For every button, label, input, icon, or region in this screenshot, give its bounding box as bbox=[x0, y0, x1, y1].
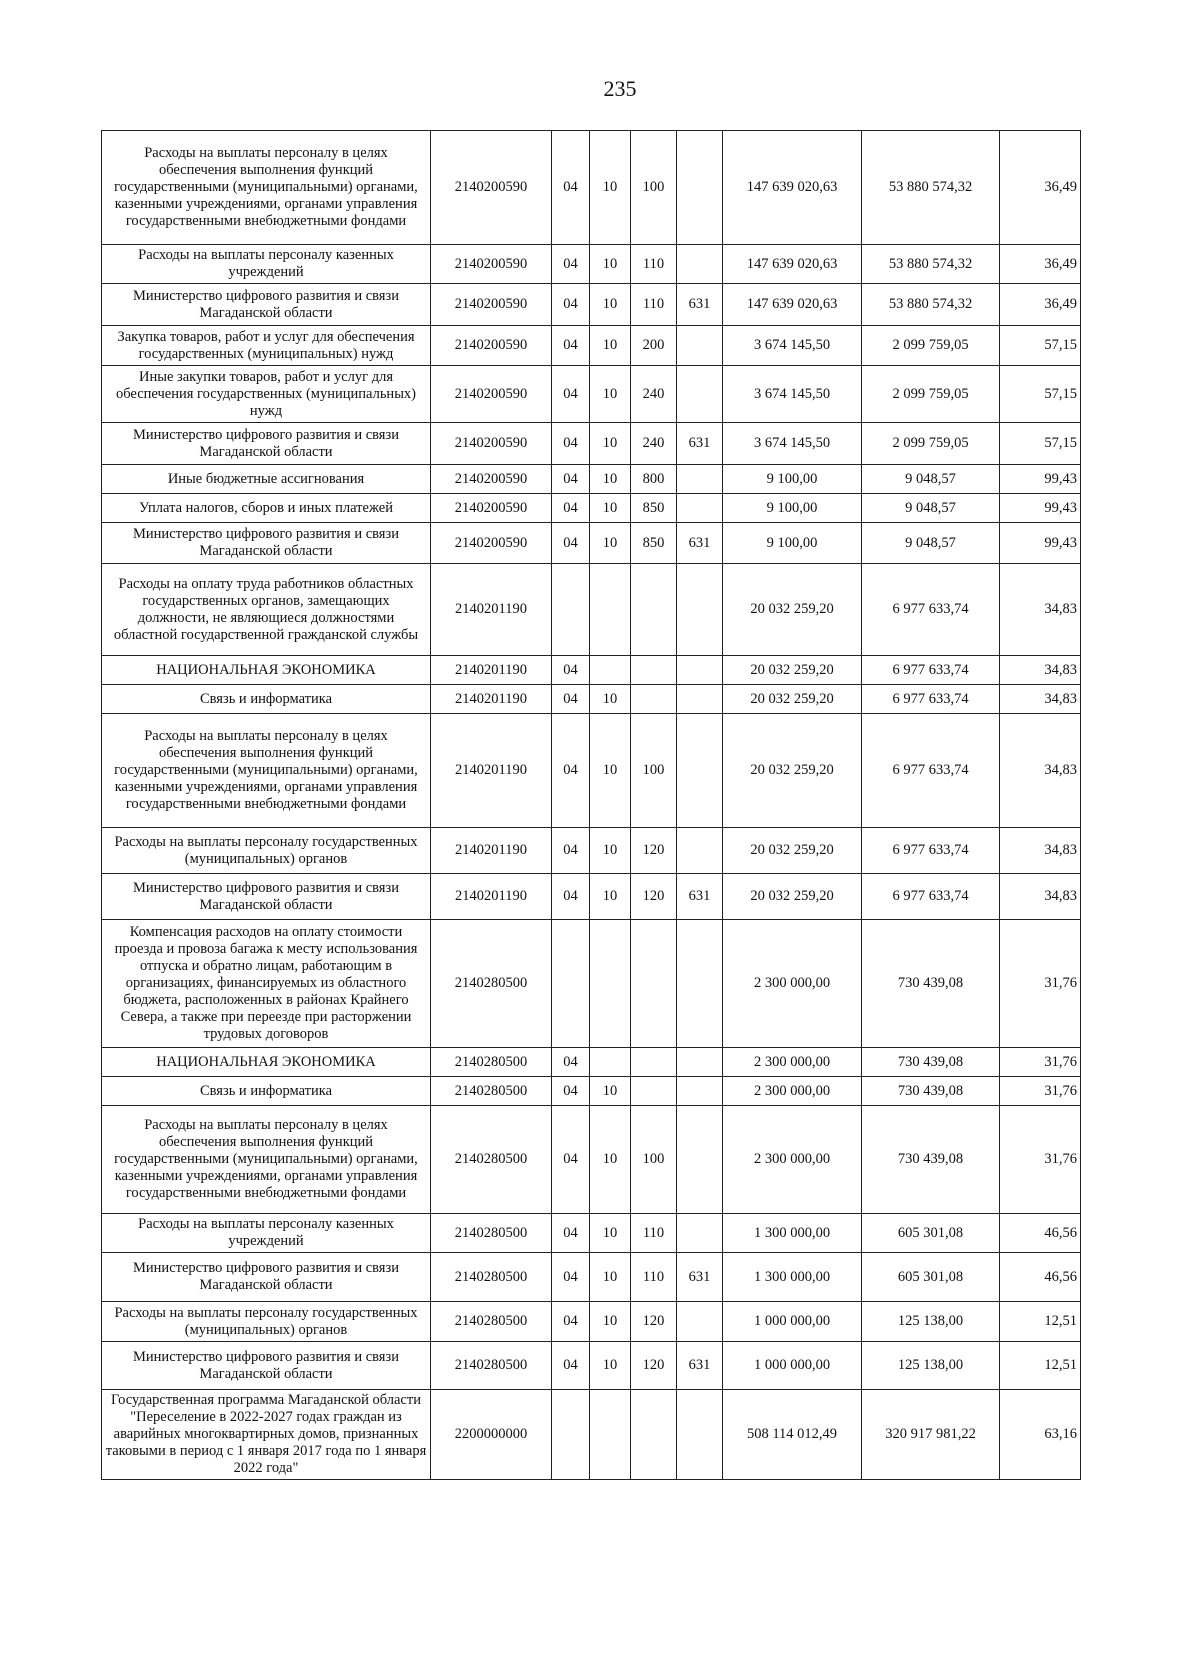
row-execution-percent: 99,43 bbox=[1000, 494, 1081, 523]
row-expense-type: 800 bbox=[631, 465, 677, 494]
row-plan-amount: 147 639 020,63 bbox=[723, 245, 862, 284]
row-plan-amount: 9 100,00 bbox=[723, 494, 862, 523]
table-row bbox=[102, 1302, 1081, 1342]
row-target-code: 2140200590 bbox=[431, 326, 552, 366]
row-target-code: 2140201190 bbox=[431, 714, 552, 828]
row-target-code: 2140200590 bbox=[431, 284, 552, 326]
row-section: 04 bbox=[552, 1048, 590, 1077]
row-administrator bbox=[677, 465, 723, 494]
row-section: 04 bbox=[552, 714, 590, 828]
table-row bbox=[102, 874, 1081, 920]
row-administrator bbox=[677, 1390, 723, 1480]
row-target-code: 2140201190 bbox=[431, 685, 552, 714]
row-name: Иные закупки товаров, работ и услуг для обеспечения государственных (муниципальных) нужд bbox=[102, 366, 431, 423]
row-subsection: 10 bbox=[590, 1342, 631, 1390]
row-plan-amount: 20 032 259,20 bbox=[723, 714, 862, 828]
row-plan-amount: 1 300 000,00 bbox=[723, 1214, 862, 1253]
row-name: Расходы на выплаты персоналу в целях обеспечения выполнения функций государственными (муниципальными) органами, казенными учреждениями, органами управления государственными внебюджетными фондами bbox=[102, 131, 431, 245]
row-target-code: 2140280500 bbox=[431, 1048, 552, 1077]
row-plan-amount: 2 300 000,00 bbox=[723, 1106, 862, 1214]
row-administrator bbox=[677, 366, 723, 423]
row-expense-type bbox=[631, 1077, 677, 1106]
row-expense-type: 120 bbox=[631, 1342, 677, 1390]
row-administrator bbox=[677, 245, 723, 284]
table-row bbox=[102, 1342, 1081, 1390]
row-target-code: 2140200590 bbox=[431, 366, 552, 423]
row-execution-percent: 34,83 bbox=[1000, 714, 1081, 828]
table-row bbox=[102, 366, 1081, 423]
row-actual-amount: 6 977 633,74 bbox=[862, 874, 1000, 920]
row-expense-type: 200 bbox=[631, 326, 677, 366]
row-subsection: 10 bbox=[590, 1253, 631, 1302]
row-target-code: 2140201190 bbox=[431, 874, 552, 920]
row-name: Уплата налогов, сборов и иных платежей bbox=[102, 494, 431, 523]
row-expense-type: 110 bbox=[631, 284, 677, 326]
row-actual-amount: 53 880 574,32 bbox=[862, 245, 1000, 284]
row-actual-amount: 9 048,57 bbox=[862, 465, 1000, 494]
table-row bbox=[102, 465, 1081, 494]
row-expense-type: 850 bbox=[631, 523, 677, 564]
table-row bbox=[102, 1077, 1081, 1106]
row-target-code: 2140201190 bbox=[431, 656, 552, 685]
row-name: Расходы на выплаты персоналу в целях обеспечения выполнения функций государственными (муниципальными) органами, казенными учреждениями, органами управления государственными внебюджетными фондами bbox=[102, 714, 431, 828]
row-expense-type bbox=[631, 920, 677, 1048]
row-section: 04 bbox=[552, 284, 590, 326]
table-row bbox=[102, 326, 1081, 366]
row-subsection bbox=[590, 920, 631, 1048]
row-name: Министерство цифрового развития и связи Магаданской области bbox=[102, 423, 431, 465]
row-plan-amount: 508 114 012,49 bbox=[723, 1390, 862, 1480]
row-execution-percent: 34,83 bbox=[1000, 685, 1081, 714]
row-name: Расходы на выплаты персоналу казенных учреждений bbox=[102, 245, 431, 284]
table-row bbox=[102, 284, 1081, 326]
row-execution-percent: 34,83 bbox=[1000, 874, 1081, 920]
row-subsection bbox=[590, 656, 631, 685]
row-execution-percent: 31,76 bbox=[1000, 920, 1081, 1048]
row-administrator: 631 bbox=[677, 284, 723, 326]
row-administrator bbox=[677, 656, 723, 685]
row-name: Расходы на выплаты персоналу казенных учреждений bbox=[102, 1214, 431, 1253]
row-section: 04 bbox=[552, 685, 590, 714]
row-subsection: 10 bbox=[590, 1302, 631, 1342]
row-actual-amount: 730 439,08 bbox=[862, 1106, 1000, 1214]
row-execution-percent: 34,83 bbox=[1000, 828, 1081, 874]
row-expense-type: 850 bbox=[631, 494, 677, 523]
row-administrator: 631 bbox=[677, 1342, 723, 1390]
page-number: 235 bbox=[603, 76, 637, 101]
row-section bbox=[552, 564, 590, 656]
row-administrator: 631 bbox=[677, 423, 723, 465]
row-plan-amount: 3 674 145,50 bbox=[723, 366, 862, 423]
table-row bbox=[102, 131, 1081, 245]
row-section: 04 bbox=[552, 1253, 590, 1302]
table-row bbox=[102, 494, 1081, 523]
row-expense-type: 240 bbox=[631, 366, 677, 423]
table-row bbox=[102, 1214, 1081, 1253]
row-name: Иные бюджетные ассигнования bbox=[102, 465, 431, 494]
row-section: 04 bbox=[552, 366, 590, 423]
row-plan-amount: 3 674 145,50 bbox=[723, 423, 862, 465]
row-target-code: 2140280500 bbox=[431, 920, 552, 1048]
table-row bbox=[102, 714, 1081, 828]
row-actual-amount: 730 439,08 bbox=[862, 1048, 1000, 1077]
table-row bbox=[102, 656, 1081, 685]
row-subsection: 10 bbox=[590, 423, 631, 465]
row-plan-amount: 20 032 259,20 bbox=[723, 685, 862, 714]
budget-table bbox=[101, 130, 1081, 1480]
row-target-code: 2140280500 bbox=[431, 1302, 552, 1342]
row-plan-amount: 20 032 259,20 bbox=[723, 828, 862, 874]
row-section bbox=[552, 1390, 590, 1480]
row-expense-type: 120 bbox=[631, 828, 677, 874]
row-subsection: 10 bbox=[590, 131, 631, 245]
row-section: 04 bbox=[552, 828, 590, 874]
row-actual-amount: 730 439,08 bbox=[862, 1077, 1000, 1106]
row-subsection: 10 bbox=[590, 714, 631, 828]
table-row bbox=[102, 564, 1081, 656]
row-administrator bbox=[677, 714, 723, 828]
row-subsection: 10 bbox=[590, 366, 631, 423]
row-execution-percent: 34,83 bbox=[1000, 656, 1081, 685]
row-plan-amount: 147 639 020,63 bbox=[723, 284, 862, 326]
row-name: Государственная программа Магаданской области "Переселение в 2022-2027 годах граждан из аварийных многоквартирных домов, признанных таковыми в период с 1 января 2017 года по 1 января 2022 года" bbox=[102, 1390, 431, 1480]
row-actual-amount: 605 301,08 bbox=[862, 1214, 1000, 1253]
row-actual-amount: 605 301,08 bbox=[862, 1253, 1000, 1302]
row-section: 04 bbox=[552, 1302, 590, 1342]
row-subsection: 10 bbox=[590, 1106, 631, 1214]
table-row bbox=[102, 1048, 1081, 1077]
row-name: Расходы на выплаты персоналу государственных (муниципальных) органов bbox=[102, 828, 431, 874]
row-execution-percent: 31,76 bbox=[1000, 1077, 1081, 1106]
row-target-code: 2140200590 bbox=[431, 423, 552, 465]
row-section: 04 bbox=[552, 494, 590, 523]
row-target-code: 2140280500 bbox=[431, 1342, 552, 1390]
row-subsection: 10 bbox=[590, 523, 631, 564]
row-expense-type: 110 bbox=[631, 1214, 677, 1253]
row-administrator bbox=[677, 326, 723, 366]
row-actual-amount: 730 439,08 bbox=[862, 920, 1000, 1048]
row-name: Компенсация расходов на оплату стоимости проезда и провоза багажа к месту использования отпуска и обратно лицам, работающим в организациях, финансируемых из областного бюджета, расположенных в районах Крайнего Севера, а также при переезде при расторжении трудовых договоров bbox=[102, 920, 431, 1048]
row-subsection: 10 bbox=[590, 494, 631, 523]
row-name: НАЦИОНАЛЬНАЯ ЭКОНОМИКА bbox=[102, 656, 431, 685]
row-expense-type: 110 bbox=[631, 1253, 677, 1302]
row-section: 04 bbox=[552, 1214, 590, 1253]
row-actual-amount: 53 880 574,32 bbox=[862, 284, 1000, 326]
row-expense-type: 240 bbox=[631, 423, 677, 465]
row-section: 04 bbox=[552, 1106, 590, 1214]
row-execution-percent: 57,15 bbox=[1000, 366, 1081, 423]
table-row bbox=[102, 920, 1081, 1048]
row-expense-type bbox=[631, 564, 677, 656]
row-section: 04 bbox=[552, 1077, 590, 1106]
row-administrator: 631 bbox=[677, 1253, 723, 1302]
row-administrator bbox=[677, 1302, 723, 1342]
row-plan-amount: 3 674 145,50 bbox=[723, 326, 862, 366]
row-expense-type: 120 bbox=[631, 874, 677, 920]
row-execution-percent: 46,56 bbox=[1000, 1214, 1081, 1253]
row-section: 04 bbox=[552, 245, 590, 284]
row-execution-percent: 31,76 bbox=[1000, 1106, 1081, 1214]
row-expense-type: 100 bbox=[631, 131, 677, 245]
row-administrator bbox=[677, 131, 723, 245]
row-administrator bbox=[677, 1077, 723, 1106]
row-plan-amount: 20 032 259,20 bbox=[723, 874, 862, 920]
row-execution-percent: 36,49 bbox=[1000, 245, 1081, 284]
row-target-code: 2140200590 bbox=[431, 465, 552, 494]
row-plan-amount: 9 100,00 bbox=[723, 523, 862, 564]
row-administrator bbox=[677, 1048, 723, 1077]
row-plan-amount: 2 300 000,00 bbox=[723, 1077, 862, 1106]
row-section: 04 bbox=[552, 131, 590, 245]
row-actual-amount: 2 099 759,05 bbox=[862, 366, 1000, 423]
row-execution-percent: 99,43 bbox=[1000, 523, 1081, 564]
row-plan-amount: 2 300 000,00 bbox=[723, 1048, 862, 1077]
row-actual-amount: 6 977 633,74 bbox=[862, 828, 1000, 874]
row-actual-amount: 125 138,00 bbox=[862, 1302, 1000, 1342]
row-actual-amount: 2 099 759,05 bbox=[862, 423, 1000, 465]
row-target-code: 2140280500 bbox=[431, 1106, 552, 1214]
row-subsection bbox=[590, 1390, 631, 1480]
table-row bbox=[102, 1253, 1081, 1302]
row-subsection: 10 bbox=[590, 1214, 631, 1253]
row-section: 04 bbox=[552, 1342, 590, 1390]
row-actual-amount: 9 048,57 bbox=[862, 494, 1000, 523]
row-name: Расходы на оплату труда работников областных государственных органов, замещающих должности, не являющиеся должностями областной государственной гражданской службы bbox=[102, 564, 431, 656]
row-target-code: 2200000000 bbox=[431, 1390, 552, 1480]
row-subsection: 10 bbox=[590, 245, 631, 284]
row-name: Расходы на выплаты персоналу государственных (муниципальных) органов bbox=[102, 1302, 431, 1342]
table-row bbox=[102, 1106, 1081, 1214]
row-expense-type bbox=[631, 656, 677, 685]
row-name: Министерство цифрового развития и связи Магаданской области bbox=[102, 284, 431, 326]
row-administrator bbox=[677, 685, 723, 714]
row-section bbox=[552, 920, 590, 1048]
table-row bbox=[102, 423, 1081, 465]
row-target-code: 2140280500 bbox=[431, 1077, 552, 1106]
row-actual-amount: 125 138,00 bbox=[862, 1342, 1000, 1390]
row-name: Министерство цифрового развития и связи Магаданской области bbox=[102, 1253, 431, 1302]
row-section: 04 bbox=[552, 874, 590, 920]
row-administrator bbox=[677, 1106, 723, 1214]
row-plan-amount: 20 032 259,20 bbox=[723, 564, 862, 656]
row-expense-type: 120 bbox=[631, 1302, 677, 1342]
row-plan-amount: 20 032 259,20 bbox=[723, 656, 862, 685]
table-row bbox=[102, 685, 1081, 714]
row-target-code: 2140280500 bbox=[431, 1253, 552, 1302]
row-name: НАЦИОНАЛЬНАЯ ЭКОНОМИКА bbox=[102, 1048, 431, 1077]
row-actual-amount: 6 977 633,74 bbox=[862, 714, 1000, 828]
row-actual-amount: 6 977 633,74 bbox=[862, 656, 1000, 685]
row-expense-type: 100 bbox=[631, 1106, 677, 1214]
row-plan-amount: 1 000 000,00 bbox=[723, 1302, 862, 1342]
row-execution-percent: 46,56 bbox=[1000, 1253, 1081, 1302]
row-administrator bbox=[677, 1214, 723, 1253]
row-target-code: 2140200590 bbox=[431, 131, 552, 245]
row-subsection: 10 bbox=[590, 284, 631, 326]
row-plan-amount: 2 300 000,00 bbox=[723, 920, 862, 1048]
row-subsection: 10 bbox=[590, 828, 631, 874]
row-expense-type bbox=[631, 1390, 677, 1480]
table-row bbox=[102, 1390, 1081, 1480]
row-execution-percent: 12,51 bbox=[1000, 1342, 1081, 1390]
row-actual-amount: 6 977 633,74 bbox=[862, 564, 1000, 656]
row-actual-amount: 9 048,57 bbox=[862, 523, 1000, 564]
row-section: 04 bbox=[552, 423, 590, 465]
row-target-code: 2140201190 bbox=[431, 564, 552, 656]
row-subsection: 10 bbox=[590, 874, 631, 920]
row-expense-type: 100 bbox=[631, 714, 677, 828]
row-actual-amount: 6 977 633,74 bbox=[862, 685, 1000, 714]
row-subsection bbox=[590, 1048, 631, 1077]
row-section: 04 bbox=[552, 523, 590, 564]
row-name: Министерство цифрового развития и связи Магаданской области bbox=[102, 523, 431, 564]
row-target-code: 2140280500 bbox=[431, 1214, 552, 1253]
row-plan-amount: 1 300 000,00 bbox=[723, 1253, 862, 1302]
row-name: Связь и информатика bbox=[102, 685, 431, 714]
row-expense-type: 110 bbox=[631, 245, 677, 284]
table-row bbox=[102, 523, 1081, 564]
row-target-code: 2140201190 bbox=[431, 828, 552, 874]
row-target-code: 2140200590 bbox=[431, 494, 552, 523]
row-administrator bbox=[677, 564, 723, 656]
row-plan-amount: 1 000 000,00 bbox=[723, 1342, 862, 1390]
row-section: 04 bbox=[552, 326, 590, 366]
row-actual-amount: 2 099 759,05 bbox=[862, 326, 1000, 366]
row-execution-percent: 34,83 bbox=[1000, 564, 1081, 656]
row-administrator bbox=[677, 828, 723, 874]
row-subsection: 10 bbox=[590, 685, 631, 714]
row-subsection: 10 bbox=[590, 1077, 631, 1106]
row-execution-percent: 12,51 bbox=[1000, 1302, 1081, 1342]
row-execution-percent: 57,15 bbox=[1000, 326, 1081, 366]
row-execution-percent: 36,49 bbox=[1000, 284, 1081, 326]
row-plan-amount: 147 639 020,63 bbox=[723, 131, 862, 245]
row-name: Министерство цифрового развития и связи Магаданской области bbox=[102, 874, 431, 920]
row-expense-type bbox=[631, 1048, 677, 1077]
row-administrator bbox=[677, 920, 723, 1048]
table-row bbox=[102, 245, 1081, 284]
row-name: Министерство цифрового развития и связи Магаданской области bbox=[102, 1342, 431, 1390]
table-row bbox=[102, 828, 1081, 874]
row-name: Закупка товаров, работ и услуг для обеспечения государственных (муниципальных) нужд bbox=[102, 326, 431, 366]
row-execution-percent: 99,43 bbox=[1000, 465, 1081, 494]
row-actual-amount: 320 917 981,22 bbox=[862, 1390, 1000, 1480]
row-expense-type bbox=[631, 685, 677, 714]
row-administrator: 631 bbox=[677, 523, 723, 564]
row-section: 04 bbox=[552, 656, 590, 685]
row-administrator: 631 bbox=[677, 874, 723, 920]
row-section: 04 bbox=[552, 465, 590, 494]
row-target-code: 2140200590 bbox=[431, 245, 552, 284]
row-execution-percent: 31,76 bbox=[1000, 1048, 1081, 1077]
row-execution-percent: 57,15 bbox=[1000, 423, 1081, 465]
row-plan-amount: 9 100,00 bbox=[723, 465, 862, 494]
row-subsection bbox=[590, 564, 631, 656]
row-name: Связь и информатика bbox=[102, 1077, 431, 1106]
row-administrator bbox=[677, 494, 723, 523]
row-subsection: 10 bbox=[590, 326, 631, 366]
row-execution-percent: 63,16 bbox=[1000, 1390, 1081, 1480]
row-subsection: 10 bbox=[590, 465, 631, 494]
row-name: Расходы на выплаты персоналу в целях обеспечения выполнения функций государственными (муниципальными) органами, казенными учреждениями, органами управления государственными внебюджетными фондами bbox=[102, 1106, 431, 1214]
row-actual-amount: 53 880 574,32 bbox=[862, 131, 1000, 245]
row-execution-percent: 36,49 bbox=[1000, 131, 1081, 245]
row-target-code: 2140200590 bbox=[431, 523, 552, 564]
